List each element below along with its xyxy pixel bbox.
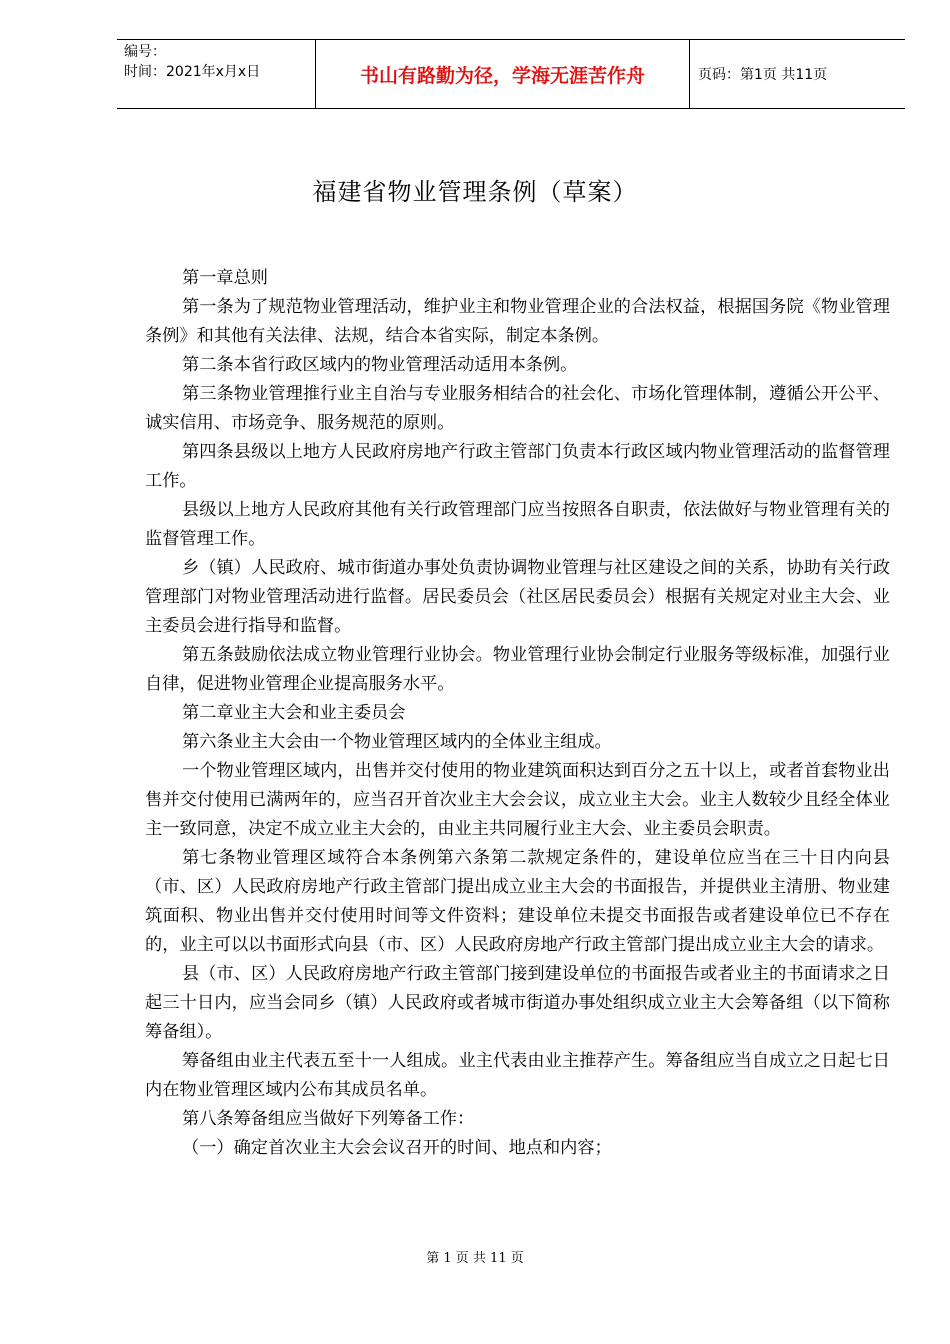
paragraph: 筹备组由业主代表五至十一人组成。业主代表由业主推荐产生。筹备组应当自成立之日起七日内在物业管理区域内公布其成员名单。 <box>145 1051 890 1100</box>
paragraph: 第三条物业管理推行业主自治与专业服务相结合的社会化、市场化管理体制，遵循公开公平、诚实信用、市场竞争、服务规范的原则。 <box>145 384 890 433</box>
paragraph: 第一条为了规范物业管理活动，维护业主和物业管理企业的合法权益，根据国务院《物业管理条例》和其他有关法律、法规，结合本省实际，制定本条例。 <box>145 297 890 346</box>
paragraph: 第二章业主大会和业主委员会 <box>182 703 406 723</box>
paragraph: 第四条县级以上地方人民政府房地产行政主管部门负责本行政区域内物业管理活动的监督管理工作。 <box>145 442 890 491</box>
page-header-table <box>117 39 905 109</box>
paragraph: 第八条筹备组应当做好下列筹备工作： <box>182 1109 475 1129</box>
paragraph: 县级以上地方人民政府其他有关行政管理部门应当按照各自职责，依法做好与物业管理有关的监督管理工作。 <box>145 500 890 549</box>
paragraph: 第五条鼓励依法成立物业管理行业协会。物业管理行业协会制定行业服务等级标准，加强行业自律，促进物业管理企业提高服务水平。 <box>145 645 890 694</box>
paragraph: 第六条业主大会由一个物业管理区域内的全体业主组成。 <box>182 732 612 752</box>
paragraph: 一个物业管理区域内，出售并交付使用的物业建筑面积达到百分之五十以上，或者首套物业出售并交付使用已满两年的，应当召开首次业主大会会议，成立业主大会。业主人数较少且经全体业主一致同意，决定不成立业主大会的，由业主共同履行业主大会、业主委员会职责。 <box>145 761 890 839</box>
paragraph: 第一章总则 <box>182 268 268 288</box>
paragraph: 乡（镇）人民政府、城市街道办事处负责协调物业管理与社区建设之间的关系，协助有关行政管理部门对物业管理活动进行监督。居民委员会（社区居民委员会）根据有关规定对业主大会、业主委员会进行指导和监督。 <box>145 558 890 636</box>
header-meta-cell <box>117 40 316 108</box>
document-body <box>145 264 890 1163</box>
number-label: 编号： <box>124 44 166 60</box>
paragraph: 第七条物业管理区域符合本条例第六条第二款规定条件的，建设单位应当在三十日内向县（市、区）人民政府房地产行政主管部门提出成立业主大会的书面报告，并提供业主清册、物业建筑面积、物业出售并交付使用时间等文件资料；建设单位未提交书面报告或者建设单位已不存在的，业主可以以书面形式向县（市、区）人民政府房地产行政主管部门提出成立业主大会的请求。 <box>145 848 890 955</box>
paragraph: （一）确定首次业主大会会议召开的时间、地点和内容； <box>182 1138 612 1158</box>
header-motto: 书山有路勤为径，学海无涯苦作舟 <box>316 40 690 108</box>
document-title: 福建省物业管理条例（草案） <box>312 178 638 206</box>
header-page-label: 页码：第1页 共11页 <box>698 67 828 83</box>
paragraph: 第二条本省行政区域内的物业管理活动适用本条例。 <box>182 355 578 375</box>
paragraph: 县（市、区）人民政府房地产行政主管部门接到建设单位的书面报告或者业主的书面请求之日起三十日内，应当会同乡（镇）人民政府或者城市街道办事处组织成立业主大会筹备组（以下简称筹备组）。 <box>145 964 890 1042</box>
time-label: 时间：2021年x月x日 <box>124 64 261 80</box>
page-footer: 第 1 页 共 11 页 <box>426 1251 524 1266</box>
